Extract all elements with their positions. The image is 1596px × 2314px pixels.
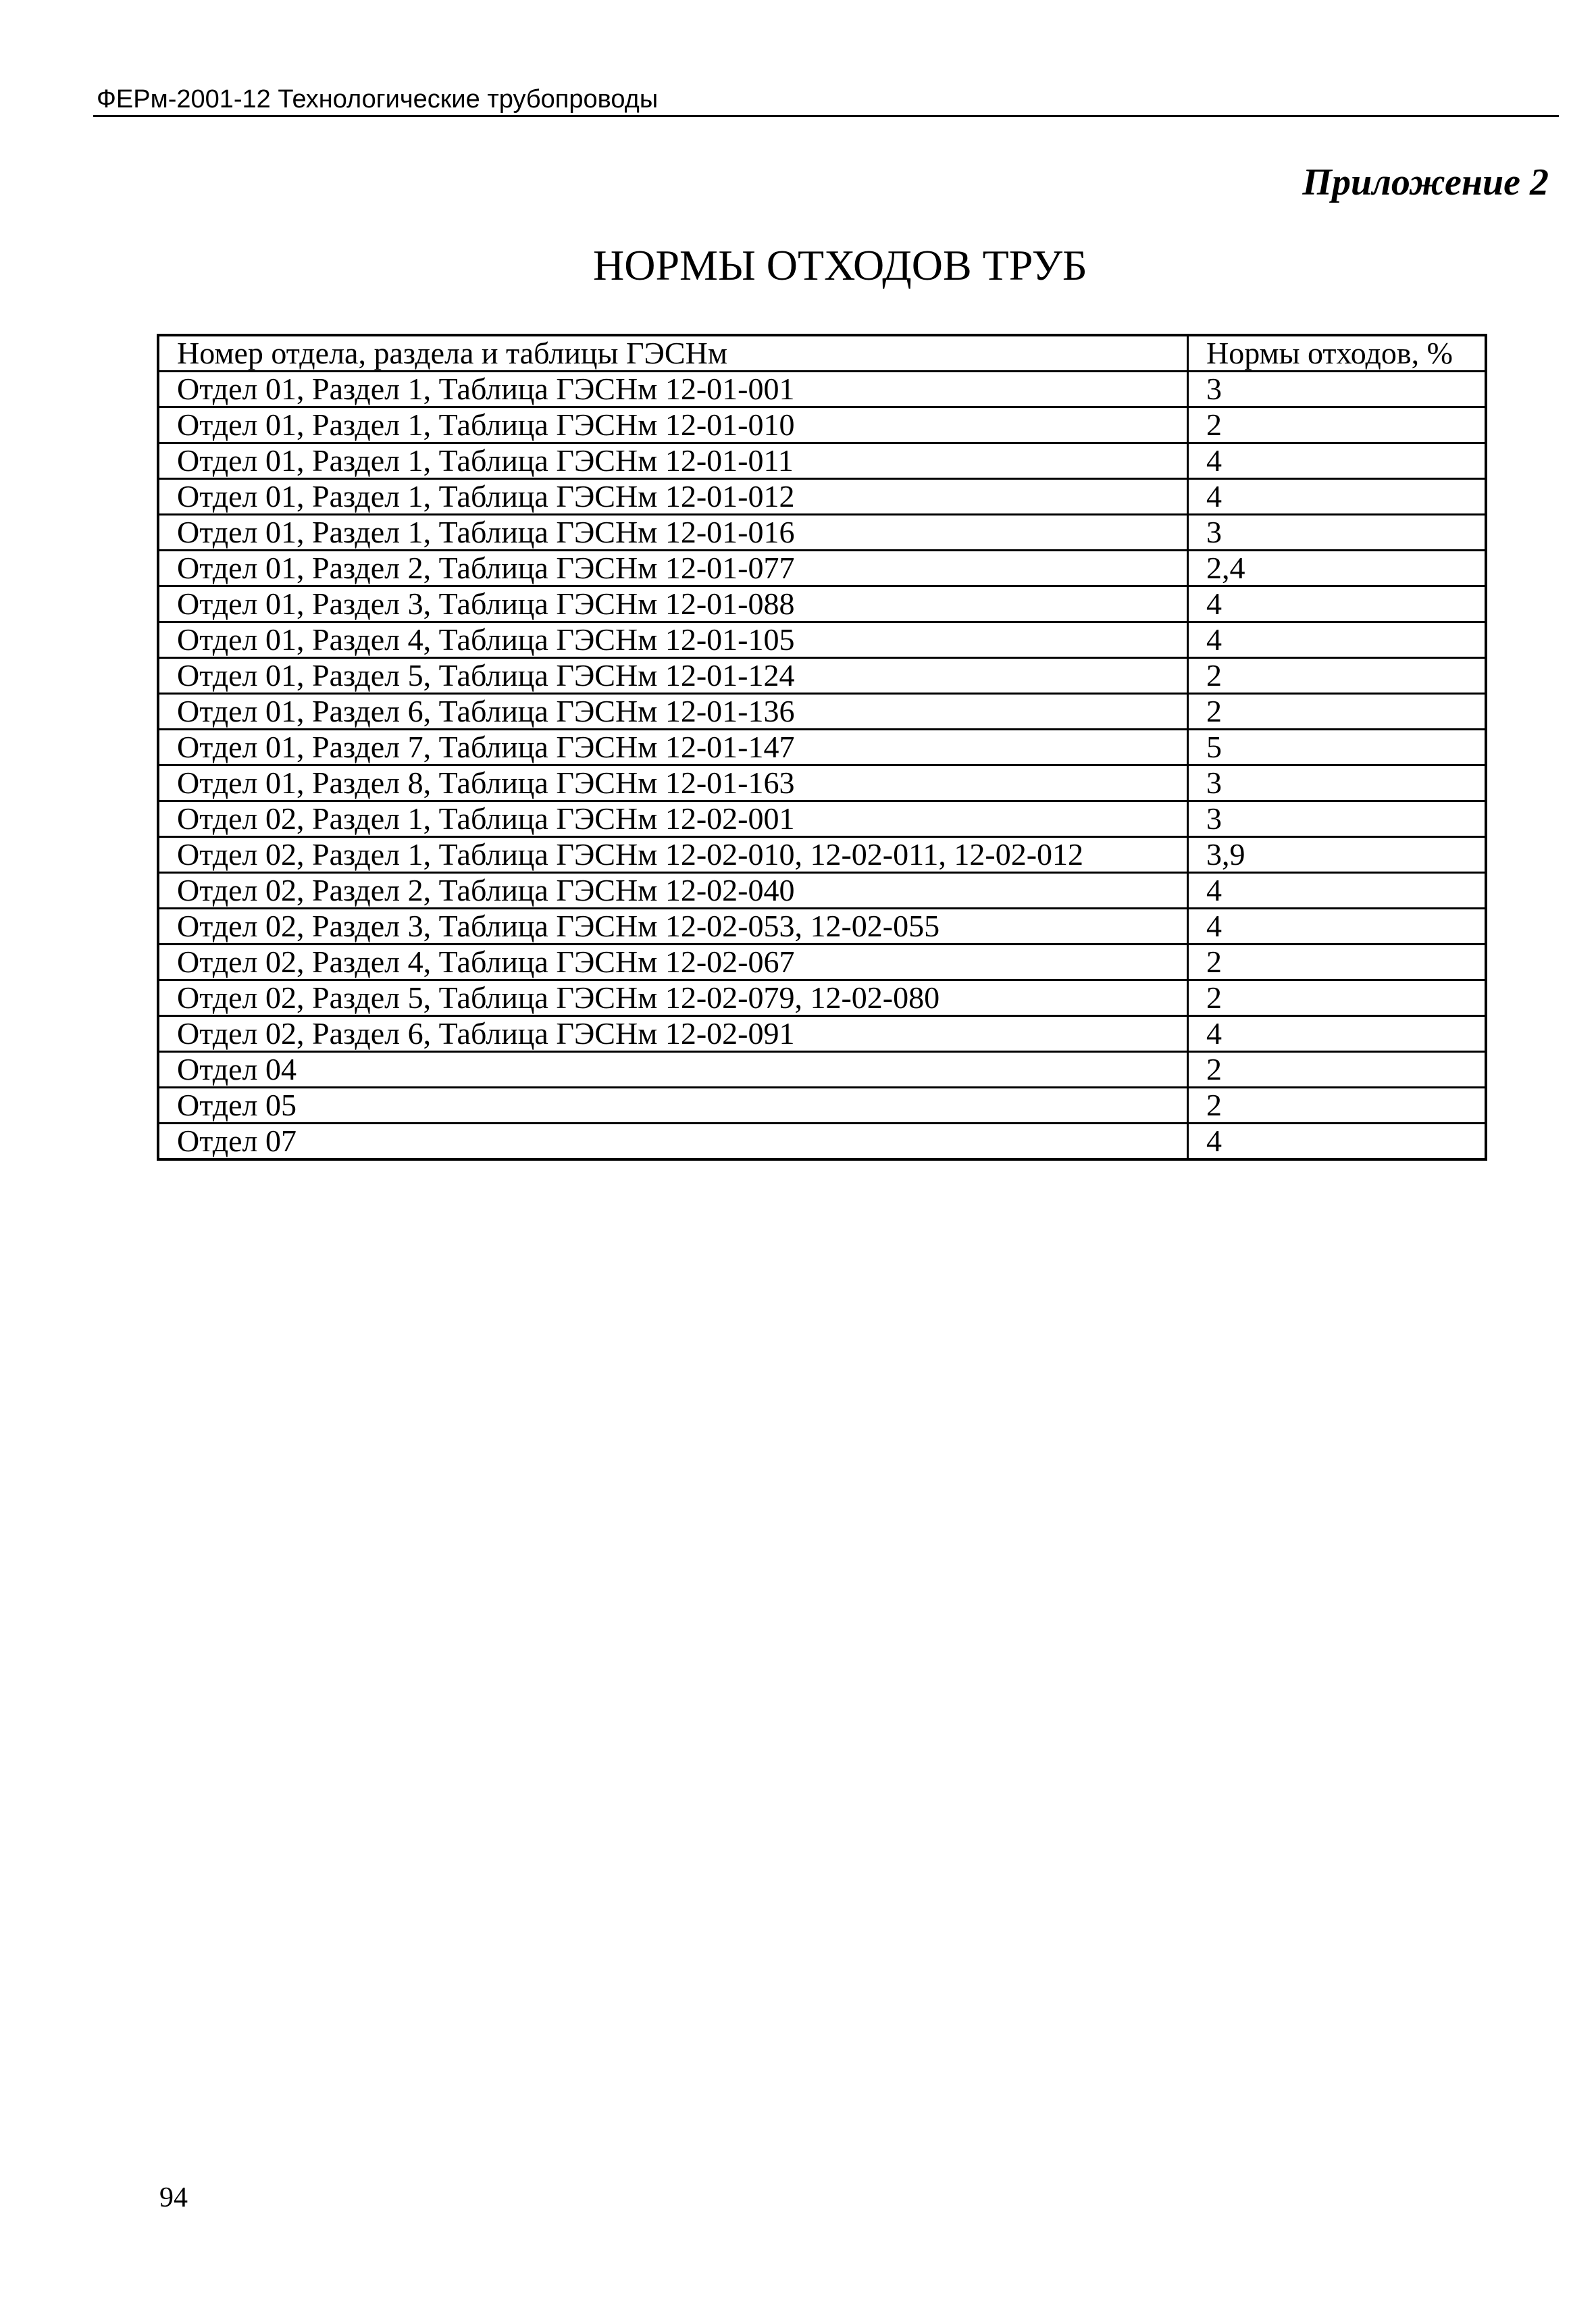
section-cell: Отдел 01, Раздел 1, Таблица ГЭСНм 12-01-010 bbox=[158, 407, 1188, 443]
section-cell: Отдел 02, Раздел 1, Таблица ГЭСНм 12-02-001 bbox=[158, 801, 1188, 837]
table-row bbox=[158, 622, 1486, 658]
norm-cell: 2 bbox=[1188, 658, 1487, 694]
section-cell: Отдел 02, Раздел 2, Таблица ГЭСНм 12-02-040 bbox=[158, 873, 1188, 909]
table-row bbox=[158, 730, 1486, 765]
table-row bbox=[158, 1124, 1486, 1160]
table-row bbox=[158, 443, 1486, 479]
page-title: НОРМЫ ОТХОДОВ ТРУБ bbox=[593, 241, 1087, 289]
table-row bbox=[158, 945, 1486, 980]
section-cell: Отдел 01, Раздел 6, Таблица ГЭСНм 12-01-136 bbox=[158, 694, 1188, 730]
table-row bbox=[158, 873, 1486, 909]
norm-cell: 2 bbox=[1188, 945, 1487, 980]
section-cell: Отдел 04 bbox=[158, 1052, 1188, 1088]
table-row bbox=[158, 801, 1486, 837]
table-row bbox=[158, 1088, 1486, 1124]
norm-cell: 3 bbox=[1188, 765, 1487, 801]
norm-cell: 2 bbox=[1188, 1052, 1487, 1088]
norm-cell: 2,4 bbox=[1188, 551, 1487, 586]
section-cell: Отдел 01, Раздел 1, Таблица ГЭСНм 12-01-011 bbox=[158, 443, 1188, 479]
section-cell: Отдел 02, Раздел 6, Таблица ГЭСНм 12-02-091 bbox=[158, 1016, 1188, 1052]
norm-cell: 2 bbox=[1188, 1088, 1487, 1124]
table-row bbox=[158, 586, 1486, 622]
table-row bbox=[158, 980, 1486, 1016]
norm-cell: 3 bbox=[1188, 801, 1487, 837]
header-rule bbox=[93, 115, 1559, 117]
section-cell: Отдел 02, Раздел 3, Таблица ГЭСНм 12-02-053, 12-02-055 bbox=[158, 909, 1188, 945]
norm-cell: 4 bbox=[1188, 622, 1487, 658]
norm-cell: 2 bbox=[1188, 980, 1487, 1016]
table-row bbox=[158, 694, 1486, 730]
page-number: 94 bbox=[159, 2182, 188, 2213]
table-row bbox=[158, 407, 1486, 443]
norm-cell: 4 bbox=[1188, 873, 1487, 909]
running-header: ФЕРм-2001-12 Технологические трубопроводы bbox=[97, 85, 659, 114]
section-cell: Отдел 01, Раздел 4, Таблица ГЭСНм 12-01-105 bbox=[158, 622, 1188, 658]
norm-cell: 2 bbox=[1188, 694, 1487, 730]
norm-cell: 4 bbox=[1188, 586, 1487, 622]
appendix-label: Приложение 2 bbox=[1302, 161, 1549, 203]
section-cell: Отдел 01, Раздел 3, Таблица ГЭСНм 12-01-088 bbox=[158, 586, 1188, 622]
table-row bbox=[158, 765, 1486, 801]
norm-cell: 3 bbox=[1188, 372, 1487, 407]
norm-cell: 4 bbox=[1188, 443, 1487, 479]
norm-cell: 5 bbox=[1188, 730, 1487, 765]
table-row bbox=[158, 515, 1486, 551]
section-cell: Отдел 01, Раздел 1, Таблица ГЭСНм 12-01-001 bbox=[158, 372, 1188, 407]
section-cell: Отдел 01, Раздел 1, Таблица ГЭСНм 12-01-012 bbox=[158, 479, 1188, 515]
column-header-section: Номер отдела, раздела и таблицы ГЭСНм bbox=[158, 335, 1188, 372]
section-cell: Отдел 01, Раздел 1, Таблица ГЭСНм 12-01-016 bbox=[158, 515, 1188, 551]
table-row bbox=[158, 1016, 1486, 1052]
norm-cell: 4 bbox=[1188, 909, 1487, 945]
norm-cell: 3,9 bbox=[1188, 837, 1487, 873]
section-cell: Отдел 07 bbox=[158, 1124, 1188, 1160]
table-row bbox=[158, 479, 1486, 515]
section-cell: Отдел 02, Раздел 1, Таблица ГЭСНм 12-02-010, 12-02-011, 12-02-012 bbox=[158, 837, 1188, 873]
table-row bbox=[158, 909, 1486, 945]
table-row bbox=[158, 1052, 1486, 1088]
section-cell: Отдел 01, Раздел 8, Таблица ГЭСНм 12-01-163 bbox=[158, 765, 1188, 801]
section-cell: Отдел 01, Раздел 7, Таблица ГЭСНм 12-01-147 bbox=[158, 730, 1188, 765]
norm-cell: 2 bbox=[1188, 407, 1487, 443]
table-row bbox=[158, 372, 1486, 407]
section-cell: Отдел 01, Раздел 5, Таблица ГЭСНм 12-01-124 bbox=[158, 658, 1188, 694]
norm-cell: 4 bbox=[1188, 1124, 1487, 1160]
table-row bbox=[158, 551, 1486, 586]
table-header-row bbox=[158, 335, 1486, 372]
norm-cell: 4 bbox=[1188, 1016, 1487, 1052]
table-body bbox=[158, 335, 1486, 1159]
section-cell: Отдел 02, Раздел 4, Таблица ГЭСНм 12-02-067 bbox=[158, 945, 1188, 980]
section-cell: Отдел 02, Раздел 5, Таблица ГЭСНм 12-02-079, 12-02-080 bbox=[158, 980, 1188, 1016]
waste-norms-table bbox=[157, 334, 1487, 1161]
section-cell: Отдел 01, Раздел 2, Таблица ГЭСНм 12-01-077 bbox=[158, 551, 1188, 586]
norm-cell: 4 bbox=[1188, 479, 1487, 515]
norm-cell: 3 bbox=[1188, 515, 1487, 551]
section-cell: Отдел 05 bbox=[158, 1088, 1188, 1124]
table-row bbox=[158, 837, 1486, 873]
table-row bbox=[158, 658, 1486, 694]
column-header-norm: Нормы отходов, % bbox=[1188, 335, 1487, 372]
